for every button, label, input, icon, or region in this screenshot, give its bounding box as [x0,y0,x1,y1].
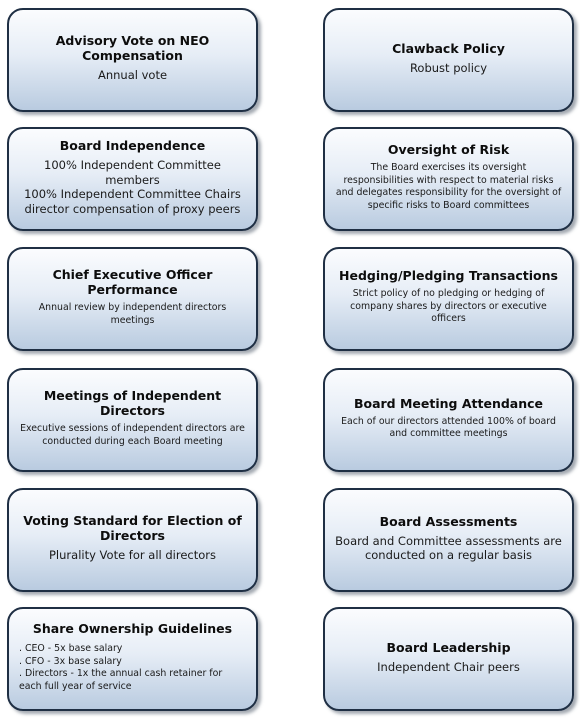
card-independent-director-meetings [7,368,258,472]
card-title: Advisory Vote on NEO Compensation [55,33,210,64]
card-clawback-policy [323,8,574,112]
card-title: Share Ownership Guidelines [32,621,233,636]
card-advisory-vote [7,8,258,112]
card-voting-standard [7,488,258,592]
card-body [410,61,487,76]
card-line: . CFO - 3x base salary [19,655,122,667]
card-line: 100% Independent Committee Chairs [24,187,241,201]
card-board-leadership [323,607,574,711]
card-body [335,288,562,326]
card-title: Clawback Policy [392,40,505,56]
card-title: Oversight of Risk [387,142,510,157]
card-board-independence [7,127,258,231]
card-title: Meetings of Independent Directors [43,388,222,418]
card-hedging-pledging [323,247,574,351]
card-body [19,158,246,216]
card-title: Board Independence [59,138,206,153]
card-line: director compensation of proxy peers [24,201,241,216]
card-title: Board Assessments [379,513,518,529]
card-line: Independent Chair peers [377,659,520,674]
card-line: Robust policy [409,60,488,75]
card-line: Executive sessions of independent directors are conducted during each Board meeting [20,423,245,447]
card-body [49,548,216,563]
card-title: Chief Executive Officer Performance [52,267,213,297]
card-line: 100% Independent Committee members [44,158,221,187]
card-title: Board Leadership [386,639,511,655]
card-title: Hedging/Pledging Transactions [339,268,558,284]
card-title: Board Meeting Attendance [353,395,544,411]
card-body [335,416,562,441]
card-body [335,162,562,212]
card-line: Board and Committee assessments are conducted on a regular basis [335,533,562,562]
card-line: Annual review by independent directors meetings [38,302,227,326]
card-ceo-performance [7,247,258,351]
card-line: . CEO - 5x base salary [19,643,123,654]
card-body [98,68,167,83]
card-board-assessments [323,488,574,592]
card-line: Each of our directors attended 100% of board and committee meetings [341,415,556,439]
card-line: Annual vote [97,68,168,83]
card-body [335,534,562,563]
card-title: Voting Standard for Election of Directors [23,513,242,544]
card-board-meeting-attendance [323,368,574,472]
card-line: The Board exercises its oversight responsibilities with respect to material risks and delegates responsibility for the oversight of specific risks to Board committees [335,162,562,211]
card-body [377,660,520,675]
card-line: Strict policy of no pledging or hedging of company shares by directors or executive officers [350,288,547,325]
card-line: Plurality Vote for all directors [49,548,216,563]
card-body [19,423,246,448]
card-line: . Directors - 1x the annual cash retainer for each full year of service [19,668,223,692]
card-oversight-of-risk [323,127,574,231]
card-body [19,302,246,327]
card-share-ownership-guidelines [7,607,258,711]
card-body [19,643,246,693]
